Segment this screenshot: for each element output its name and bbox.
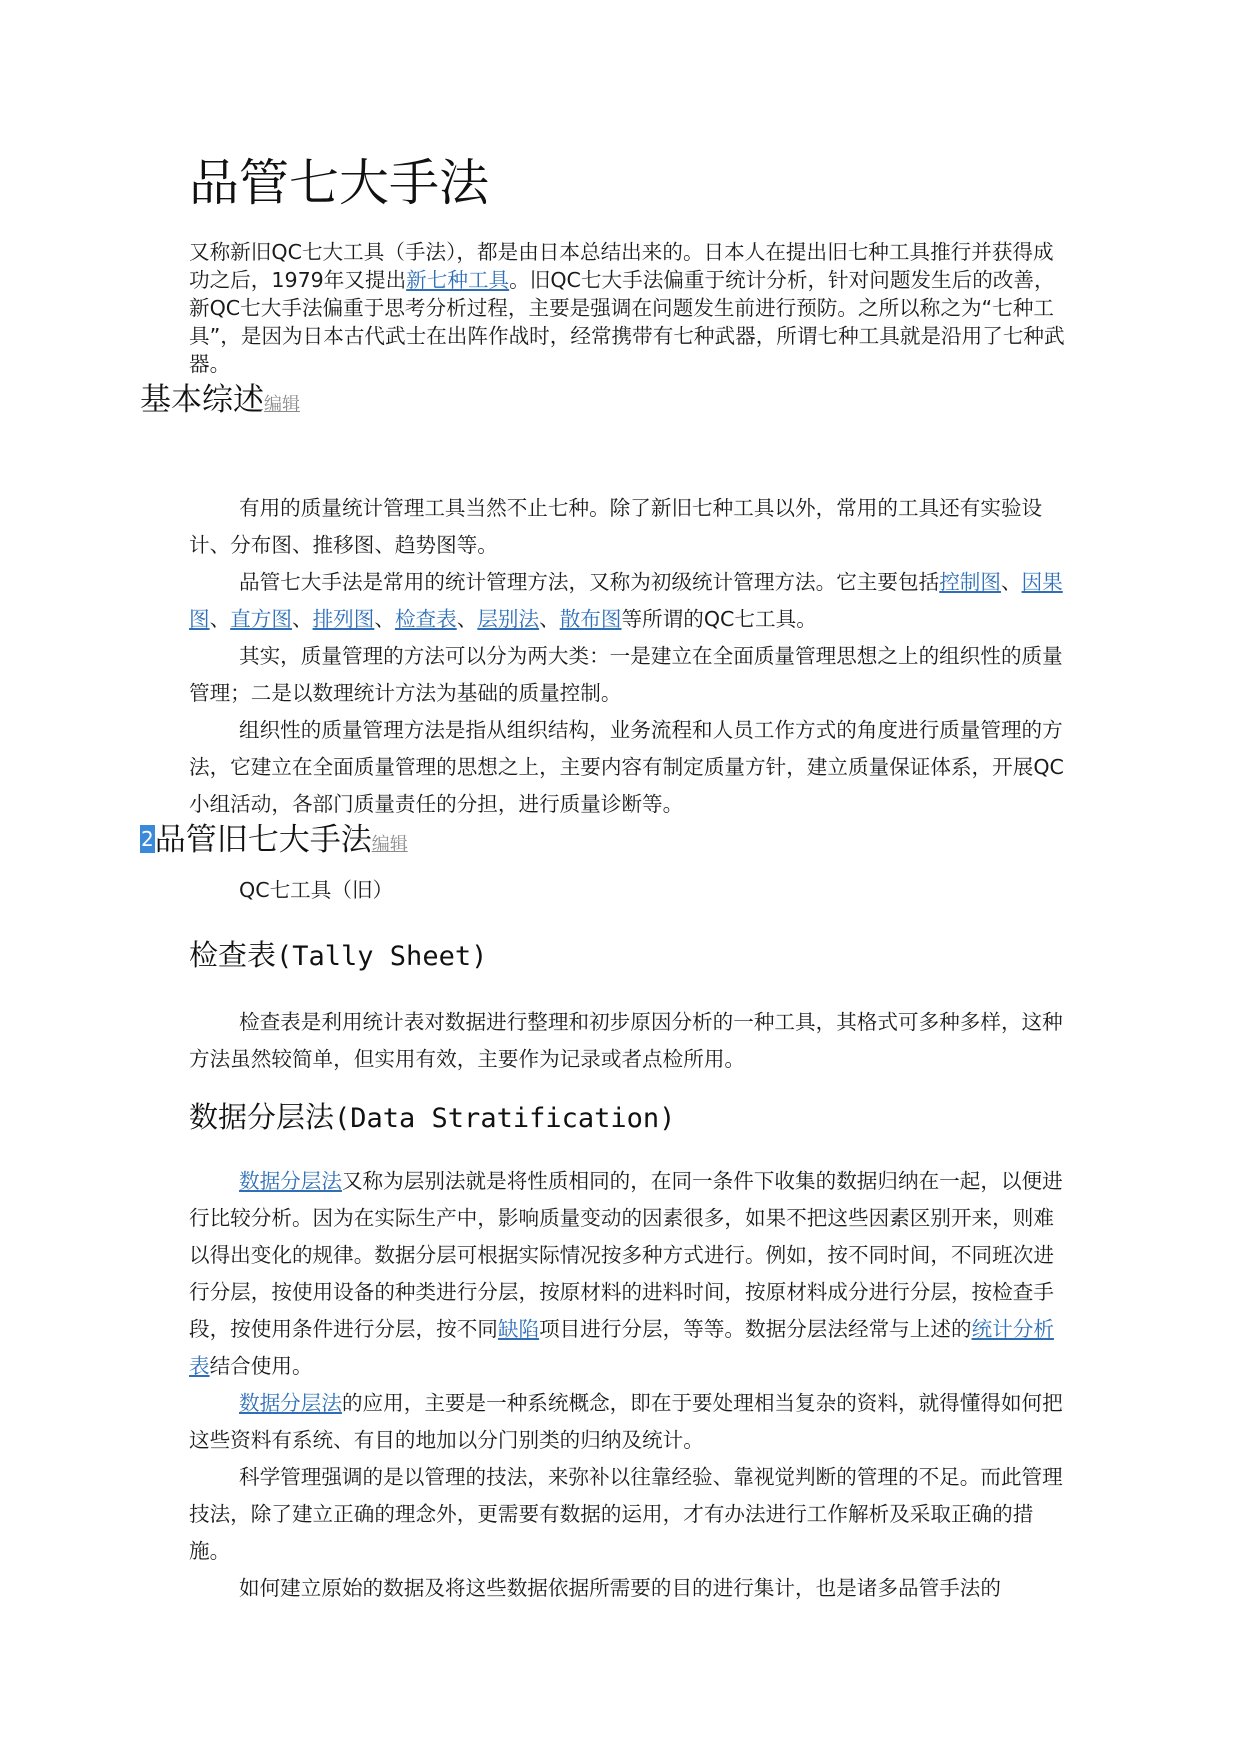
link-check-sheet[interactable]: 检查表 [394,607,457,631]
separator: 、 [1000,570,1022,594]
heading-data-stratification [189,1097,675,1139]
overview-para-1: 有用的质量统计管理工具当然不止七种。除了新旧七种工具以外，常用的工具还有实验设计、分布图、推移图、趋势图等。 [189,496,1043,557]
section-heading-old-seven [140,818,408,867]
strat-para-1-text-c: 结合使用。 [209,1354,313,1378]
link-control-chart[interactable]: 控制图 [939,570,1001,594]
heading-data-stratification-en: (Data Stratification) [334,1103,676,1134]
heading-tally-sheet-cn: 检查表 [189,938,277,972]
overview-para-3: 其实，质量管理的方法可以分为两大类：一是建立在全面质量管理思想之上的组织性的质量管理；二是以数理统计方法为基础的质量控制。 [189,644,1063,705]
separator: 、 [456,607,478,631]
section-heading-old-seven-text: 品管旧七大手法 [154,822,372,858]
link-data-stratification-2[interactable]: 数据分层法 [239,1391,342,1415]
overview-para-2-lead: 品管七大手法是常用的统计管理方法，又称为初级统计管理方法。它主要包括 [239,570,940,594]
link-pareto-chart[interactable]: 排列图 [312,607,375,631]
link-stratification[interactable]: 层别法 [477,607,540,631]
overview-para-2 [189,564,1069,638]
overview-para-4: 组织性的质量管理方法是指从组织结构，业务流程和人员工作方式的角度进行质量管理的方法，它建立在全面质量管理的思想之上，主要内容有制定质量方针，建立质量保证体系，开展QC小组活动，各部门质量责任的分担，进行质量诊断等。 [189,718,1064,816]
link-cause-effect-diagram[interactable]: 因果图 [189,570,1063,631]
strat-para-1-text-b: 项目进行分层，等等。数据分层法经常与上述的 [539,1317,972,1341]
link-scatter-diagram[interactable]: 散布图 [559,607,622,631]
strat-para-2 [189,1385,1069,1459]
overview-body [189,490,1069,823]
intro-text-1: 又称新旧QC七大工具（手法），都是由日本总结出来的。日本人在提出旧七种工具推行并获得成功之后，1979年又提出 [189,240,1054,292]
intro-text-2: 。旧QC七大手法偏重于统计分析，针对问题发生后的改善，新QC七大手法偏重于思考分析过程，主要是强调在问题发生前进行预防。之所以称之为“七种工具”，是因为日本古代武士在出阵作战时，经常携带有七种武器，所谓七种工具就是沿用了七种武器。 [189,268,1065,376]
strat-para-4: 如何建立原始的数据及将这些数据依据所需要的目的进行集计，也是诸多品管手法的 [239,1576,1001,1600]
link-defect[interactable]: 缺陷 [497,1317,540,1341]
page-title: 品管七大手法 [189,154,489,212]
heading-data-stratification-cn: 数据分层法 [189,1100,335,1134]
link-histogram[interactable]: 直方图 [230,607,292,631]
separator: 、 [374,607,395,631]
intro-paragraph [189,238,1069,378]
link-data-stratification[interactable]: 数据分层法 [239,1169,342,1193]
separator: 、 [291,607,313,631]
separator: 、 [209,607,231,631]
section-heading-overview [140,378,300,427]
edit-link-overview[interactable]: 编辑 [264,394,300,415]
section-heading-overview-text: 基本综述 [140,382,264,418]
tally-body [189,1004,1069,1078]
heading-tally-sheet-en: (Tally Sheet) [276,941,488,972]
strat-para-1-text-a: 又称为层别法就是将性质相同的，在同一条件下收集的数据归纳在一起，以便进行比较分析。因为在实际生产中，影响质量变动的因素很多，如果不把这些因素区别开来，则难以得出变化的规律。数据分层可根据实际情况按多种方式进行。例如，按不同时间，不同班次进行分层，按使用设备的种类进行分层，按原材料的进料时间，按原材料成分进行分层，按检查手段，按使用条件进行分层，按不同 [189,1169,1063,1341]
strat-para-2-text: 的应用，主要是一种系统概念，即在于要处理相当复杂的资料，就得懂得如何把这些资料有系统、有目的地加以分门别类的归纳及统计。 [189,1391,1063,1452]
heading-tally-sheet [189,935,487,977]
link-statistical-table[interactable]: 统计分析表 [189,1317,1054,1378]
tally-para: 检查表是利用统计表对数据进行整理和初步原因分析的一种工具，其格式可多种多样，这种方法虽然较简单，但实用有效，主要作为记录或者点检所用。 [189,1010,1063,1071]
stratification-body [189,1163,1069,1607]
separator: 、 [539,607,560,631]
qc-old-tools-subtitle: QC七工具（旧） [239,878,394,902]
overview-para-2-tail: 等所谓的QC七工具。 [621,607,817,631]
link-new-seven-tools[interactable]: 新七种工具 [406,268,510,292]
strat-para-1 [189,1163,1069,1385]
section-number-badge: 2 [141,827,154,851]
edit-link-old-seven[interactable]: 编辑 [371,834,408,855]
strat-para-3: 科学管理强调的是以管理的技法，来弥补以往靠经验、靠视觉判断的管理的不足。而此管理技法，除了建立正确的理念外，更需要有数据的运用，才有办法进行工作解析及采取正确的措施。 [189,1465,1063,1563]
